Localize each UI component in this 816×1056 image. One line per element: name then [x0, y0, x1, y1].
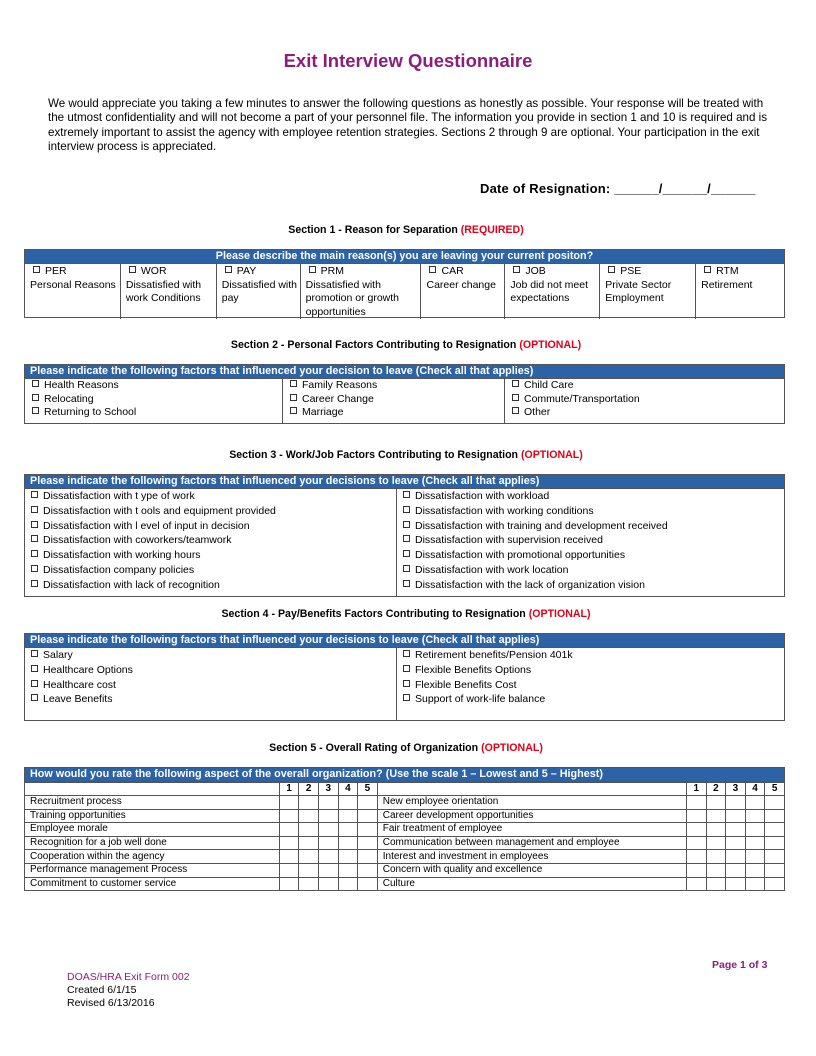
rating-cell[interactable] — [318, 850, 338, 864]
rating-row — [25, 850, 785, 864]
rating-cell[interactable] — [686, 809, 706, 823]
section1-options — [25, 264, 784, 319]
section1-heading: Section 1 - Reason for Separation (REQUIRED) — [288, 224, 524, 236]
reason-code: PSE — [620, 265, 642, 277]
rating-aspect: Performance management Process — [25, 863, 280, 877]
reason-code: CAR — [441, 265, 464, 277]
checkbox-icon[interactable] — [403, 550, 410, 557]
checkbox-icon[interactable] — [31, 550, 38, 557]
reason-option-pay[interactable] — [217, 264, 301, 319]
rating-cell[interactable] — [726, 823, 746, 837]
checkbox-icon[interactable] — [704, 266, 711, 273]
section5-question: How would you rate the following aspect of the overall organization? (Use the scale 1 – Lowest and 5 – Highest) — [24, 767, 785, 782]
scale-label: 3 — [318, 783, 338, 796]
reason-code: WOR — [140, 265, 167, 277]
checkbox-label: Salary — [43, 649, 73, 661]
reason-desc: Dissatisfied with promotion or growth opportunities — [305, 278, 400, 318]
rating-cell[interactable] — [299, 877, 319, 891]
rating-cell[interactable] — [299, 850, 319, 864]
checkbox-label: Family Reasons — [302, 379, 378, 391]
checkbox-icon[interactable] — [403, 521, 410, 528]
rating-cell[interactable] — [765, 836, 785, 850]
rating-cell[interactable] — [358, 796, 378, 810]
rating-cell[interactable] — [686, 823, 706, 837]
page-number: Page 1 of 3 — [712, 959, 768, 971]
section2-col3 — [505, 379, 784, 424]
rating-cell[interactable] — [338, 850, 358, 864]
rating-cell[interactable] — [358, 863, 378, 877]
checkbox-icon[interactable] — [512, 407, 519, 414]
rating-cell[interactable] — [745, 796, 765, 810]
rating-aspect: Culture — [377, 877, 686, 891]
checkbox-icon[interactable] — [31, 665, 38, 672]
checkbox-icon[interactable] — [403, 535, 410, 542]
checkbox-label: Returning to School — [44, 406, 137, 418]
reason-desc: Job did not meet expectations — [510, 278, 589, 304]
rating-cell[interactable] — [706, 809, 726, 823]
rating-cell[interactable] — [706, 796, 726, 810]
reason-option-job[interactable] — [505, 264, 600, 319]
checkbox-label: Healthcare Options — [43, 663, 133, 676]
checkbox-item[interactable] — [403, 563, 784, 578]
rating-cell[interactable] — [279, 863, 299, 877]
reason-option-prm[interactable] — [301, 264, 422, 319]
checkbox-icon[interactable] — [290, 380, 297, 387]
checkbox-icon[interactable] — [31, 535, 38, 542]
scale-label: 2 — [706, 783, 726, 796]
checkbox-item[interactable] — [31, 489, 396, 504]
rating-cell[interactable] — [279, 809, 299, 823]
section2-question: Please indicate the following factors that influenced your decision to leave (Check all that applies) — [25, 365, 784, 379]
checkbox-label: Dissatisfaction with supervision received — [415, 534, 603, 547]
section4-table — [24, 633, 785, 721]
rating-cell[interactable] — [338, 796, 358, 810]
checkbox-item[interactable] — [31, 533, 396, 548]
rating-cell[interactable] — [279, 823, 299, 837]
checkbox-label: Flexible Benefits Cost — [415, 678, 517, 691]
rating-cell[interactable] — [279, 796, 299, 810]
checkbox-item[interactable] — [31, 519, 396, 534]
checkbox-label: Dissatisfaction with t ype of work — [43, 490, 195, 502]
checkbox-icon[interactable] — [290, 407, 297, 414]
rating-cell[interactable] — [686, 863, 706, 877]
rating-cell[interactable] — [726, 836, 746, 850]
rating-header-spacer — [25, 783, 280, 796]
form-number: DOAS/HRA Exit Form 002 — [67, 971, 190, 983]
rating-cell[interactable] — [686, 796, 706, 810]
rating-cell[interactable] — [279, 836, 299, 850]
section3-col1 — [25, 489, 397, 597]
rating-aspect: Concern with quality and excellence — [377, 863, 686, 877]
checkbox-item[interactable] — [403, 578, 784, 593]
checkbox-label: Dissatisfaction with training and development received — [415, 519, 668, 532]
rating-cell[interactable] — [726, 850, 746, 864]
rating-cell[interactable] — [686, 877, 706, 891]
rating-scale-row — [25, 783, 785, 796]
checkbox-label: Dissatisfaction with lack of recognition — [43, 578, 220, 591]
checkbox-label: Dissatisfaction with workload — [415, 490, 550, 502]
rating-cell[interactable] — [358, 877, 378, 891]
checkbox-icon[interactable] — [290, 394, 297, 401]
scale-label: 2 — [299, 783, 319, 796]
checkbox-label: Retirement benefits/Pension 401k — [415, 649, 573, 661]
checkbox-item[interactable] — [32, 406, 282, 420]
checkbox-icon[interactable] — [403, 506, 410, 513]
rating-cell[interactable] — [726, 809, 746, 823]
rating-aspect: Interest and investment in employees — [377, 850, 686, 864]
checkbox-icon[interactable] — [31, 650, 38, 657]
section5-heading: Section 5 - Overall Rating of Organization (OPTIONAL) — [269, 742, 543, 754]
rating-cell[interactable] — [726, 877, 746, 891]
checkbox-icon[interactable] — [31, 680, 38, 687]
scale-label: 4 — [745, 783, 765, 796]
section2-col2 — [283, 379, 505, 424]
rating-cell[interactable] — [726, 796, 746, 810]
checkbox-icon[interactable] — [31, 491, 38, 498]
checkbox-label: Child Care — [524, 379, 574, 391]
scale-label: 4 — [338, 783, 358, 796]
section3-table — [24, 474, 785, 597]
rating-cell[interactable] — [318, 863, 338, 877]
checkbox-item[interactable] — [32, 393, 282, 407]
reason-desc: Private Sector Employment — [605, 278, 672, 304]
checkbox-item[interactable] — [512, 406, 784, 420]
checkbox-item[interactable] — [403, 504, 784, 519]
rating-aspect: New employee orientation — [377, 796, 686, 810]
footer-info — [67, 971, 190, 1010]
checkbox-label: Dissatisfaction with the lack of organization vision — [415, 578, 645, 591]
rating-cell[interactable] — [686, 836, 706, 850]
checkbox-icon[interactable] — [429, 266, 436, 273]
rating-aspect: Recruitment process — [25, 796, 280, 810]
checkbox-item[interactable] — [403, 548, 784, 563]
reason-code: PAY — [236, 265, 257, 277]
checkbox-icon[interactable] — [403, 694, 410, 701]
rating-cell[interactable] — [299, 823, 319, 837]
rating-cell[interactable] — [745, 850, 765, 864]
rating-cell[interactable] — [338, 823, 358, 837]
page-title: Exit Interview Questionnaire — [283, 50, 533, 71]
checkbox-label: Marriage — [302, 406, 344, 418]
rating-aspect: Fair treatment of employee — [377, 823, 686, 837]
checkbox-item[interactable] — [512, 393, 784, 407]
section4-col1 — [25, 648, 397, 721]
checkbox-label: Dissatisfaction with promotional opportunities — [415, 549, 626, 562]
checkbox-item[interactable] — [290, 406, 504, 420]
reason-desc: Personal Reasons — [30, 278, 116, 291]
section1-question: Please describe the main reason(s) you are leaving your current positon? — [25, 250, 784, 264]
checkbox-label: Dissatisfaction with coworkers/teamwork — [43, 534, 232, 547]
reason-code: JOB — [525, 265, 546, 277]
checkbox-label: Dissatisfaction with working hours — [43, 549, 201, 562]
checkbox-icon[interactable] — [513, 266, 520, 273]
section5-table — [24, 767, 785, 891]
reason-option-rtm[interactable] — [696, 264, 784, 319]
rating-row — [25, 877, 785, 891]
checkbox-icon[interactable] — [129, 266, 136, 273]
checkbox-item[interactable] — [31, 678, 396, 693]
reason-desc: Retirement — [701, 278, 753, 291]
checkbox-item[interactable] — [403, 519, 784, 534]
reason-desc: Dissatisfied with work Conditions — [125, 278, 202, 304]
rating-cell[interactable] — [706, 823, 726, 837]
created-date: Created 6/1/15 — [67, 984, 137, 996]
checkbox-item[interactable] — [403, 663, 784, 678]
checkbox-item[interactable] — [31, 578, 396, 593]
rating-cell[interactable] — [706, 836, 726, 850]
checkbox-icon[interactable] — [403, 580, 410, 587]
rating-row — [25, 796, 785, 810]
checkbox-item[interactable] — [403, 678, 784, 693]
rating-cell[interactable] — [318, 823, 338, 837]
rating-cell[interactable] — [358, 850, 378, 864]
rating-header-spacer — [377, 783, 686, 796]
rating-cell[interactable] — [358, 809, 378, 823]
checkbox-icon[interactable] — [31, 521, 38, 528]
rating-cell[interactable] — [279, 877, 299, 891]
rating-cell[interactable] — [765, 850, 785, 864]
rating-cell[interactable] — [299, 796, 319, 810]
checkbox-icon[interactable] — [31, 580, 38, 587]
rating-cell[interactable] — [706, 877, 726, 891]
section4-col2 — [397, 648, 784, 721]
rating-aspect: Career development opportunities — [377, 809, 686, 823]
rating-row — [25, 823, 785, 837]
checkbox-icon[interactable] — [403, 650, 410, 657]
checkbox-icon[interactable] — [33, 266, 40, 273]
scale-label: 1 — [686, 783, 706, 796]
checkbox-item[interactable] — [403, 692, 784, 707]
checkbox-label: Dissatisfaction with work location — [415, 563, 569, 576]
checkbox-label: Relocating — [44, 392, 94, 405]
revised-date: Revised 6/13/2016 — [67, 997, 155, 1009]
section2-heading: Section 2 - Personal Factors Contributing to Resignation (OPTIONAL) — [230, 339, 582, 351]
checkbox-icon[interactable] — [512, 394, 519, 401]
checkbox-icon[interactable] — [31, 694, 38, 701]
checkbox-item[interactable] — [290, 393, 504, 407]
scale-label: 5 — [765, 783, 785, 796]
rating-row — [25, 863, 785, 877]
section3-heading: Section 3 - Work/Job Factors Contributing to Resignation (OPTIONAL) — [229, 449, 583, 461]
scale-label: 3 — [726, 783, 746, 796]
checkbox-icon[interactable] — [32, 407, 39, 414]
rating-cell[interactable] — [745, 877, 765, 891]
checkbox-icon[interactable] — [32, 394, 39, 401]
resignation-date-field[interactable]: Date of Resignation: ______/______/______ — [480, 181, 756, 196]
checkbox-icon[interactable] — [608, 266, 615, 273]
rating-cell[interactable] — [765, 877, 785, 891]
rating-cell[interactable] — [745, 823, 765, 837]
checkbox-label: Dissatisfaction with l evel of input in decision — [43, 519, 250, 532]
rating-cell[interactable] — [765, 863, 785, 877]
checkbox-icon[interactable] — [32, 380, 39, 387]
rating-cell[interactable] — [318, 809, 338, 823]
section4-question: Please indicate the following factors that influenced your decisions to leave (Check all that applies) — [25, 634, 784, 648]
rating-cell[interactable] — [706, 850, 726, 864]
rating-cell[interactable] — [318, 796, 338, 810]
rating-aspect: Cooperation within the agency — [25, 850, 280, 864]
rating-aspect: Training opportunities — [25, 809, 280, 823]
rating-aspect: Employee morale — [25, 823, 280, 837]
checkbox-icon[interactable] — [31, 506, 38, 513]
reason-code: PER — [45, 265, 67, 277]
checkbox-label: Dissatisfaction with working conditions — [415, 504, 594, 517]
rating-cell[interactable] — [765, 823, 785, 837]
checkbox-label: Flexible Benefits Options — [415, 663, 532, 676]
rating-cell[interactable] — [299, 863, 319, 877]
rating-cell[interactable] — [338, 836, 358, 850]
reason-option-pse[interactable] — [600, 264, 696, 319]
rating-aspect: Communication between management and employee — [377, 836, 686, 850]
rating-cell[interactable] — [338, 809, 358, 823]
rating-cell[interactable] — [318, 836, 338, 850]
section2-table — [24, 364, 785, 424]
rating-cell[interactable] — [765, 796, 785, 810]
checkbox-item[interactable] — [32, 379, 282, 393]
rating-cell[interactable] — [686, 850, 706, 864]
intro-paragraph: We would appreciate you taking a few minutes to answer the following questions as honestly as possible. Your response will be treated with the utmost confidentiality and will not become a part of your personnel file. The information you provide in section 1 and 10 is required and is extremely important to assist the agency with employee retention strategies. Sections 2 through 9 are optional. Your participation in the exit interview process is appreciated. — [48, 97, 768, 153]
rating-cell[interactable] — [358, 823, 378, 837]
checkbox-label: Support of work-life balance — [415, 693, 546, 706]
rating-cell[interactable] — [318, 877, 338, 891]
reason-code: RTM — [716, 265, 739, 277]
rating-cell[interactable] — [745, 809, 765, 823]
section3-col2 — [397, 489, 784, 597]
checkbox-item[interactable] — [31, 663, 396, 678]
rating-row — [25, 836, 785, 850]
checkbox-label: Healthcare cost — [43, 678, 116, 691]
section3-question: Please indicate the following factors that influenced your decisions to leave (Check all that applies) — [25, 475, 784, 489]
rating-cell[interactable] — [299, 836, 319, 850]
checkbox-item[interactable] — [403, 648, 784, 663]
checkbox-icon[interactable] — [403, 491, 410, 498]
checkbox-icon[interactable] — [31, 565, 38, 572]
checkbox-icon[interactable] — [403, 680, 410, 687]
checkbox-icon[interactable] — [403, 565, 410, 572]
reason-option-car[interactable] — [421, 264, 505, 319]
checkbox-item[interactable] — [403, 489, 784, 504]
checkbox-label: Other — [524, 406, 551, 418]
rating-cell[interactable] — [338, 863, 358, 877]
checkbox-icon[interactable] — [225, 266, 232, 273]
reason-code: PRM — [320, 265, 344, 277]
rating-table — [24, 782, 785, 891]
rating-cell[interactable] — [745, 836, 765, 850]
checkbox-icon[interactable] — [403, 665, 410, 672]
checkbox-label: Career Change — [302, 392, 374, 405]
rating-cell[interactable] — [279, 850, 299, 864]
reason-option-per[interactable] — [25, 264, 121, 319]
checkbox-item[interactable] — [31, 504, 396, 519]
checkbox-label: Leave Benefits — [43, 693, 113, 706]
section2-col1 — [25, 379, 283, 424]
checkbox-item[interactable] — [31, 548, 396, 563]
checkbox-item[interactable] — [290, 379, 504, 393]
checkbox-icon[interactable] — [512, 380, 519, 387]
rating-cell[interactable] — [358, 836, 378, 850]
rating-cell[interactable] — [765, 809, 785, 823]
section1-table — [24, 249, 785, 318]
rating-cell[interactable] — [745, 863, 765, 877]
rating-aspect: Commitment to customer service — [25, 877, 280, 891]
checkbox-item[interactable] — [403, 533, 784, 548]
checkbox-item[interactable] — [31, 563, 396, 578]
rating-cell[interactable] — [706, 863, 726, 877]
rating-cell[interactable] — [338, 877, 358, 891]
rating-cell[interactable] — [726, 863, 746, 877]
checkbox-item[interactable] — [512, 379, 784, 393]
scale-label: 5 — [358, 783, 378, 796]
rating-row — [25, 809, 785, 823]
checkbox-item[interactable] — [31, 648, 396, 663]
checkbox-label: Dissatisfaction with t ools and equipment provided — [43, 504, 276, 517]
reason-desc: Career change — [426, 278, 496, 291]
checkbox-item[interactable] — [31, 692, 396, 707]
scale-label: 1 — [279, 783, 299, 796]
reason-option-wor[interactable] — [121, 264, 217, 319]
checkbox-label: Dissatisfaction company policies — [43, 563, 195, 576]
checkbox-label: Commute/Transportation — [524, 392, 640, 405]
reason-desc: Dissatisfied with pay — [221, 278, 298, 304]
checkbox-label: Health Reasons — [44, 379, 119, 391]
section4-heading: Section 4 - Pay/Benefits Factors Contributing to Resignation (OPTIONAL) — [221, 608, 591, 620]
checkbox-icon[interactable] — [309, 266, 316, 273]
rating-aspect: Recognition for a job well done — [25, 836, 280, 850]
rating-cell[interactable] — [299, 809, 319, 823]
